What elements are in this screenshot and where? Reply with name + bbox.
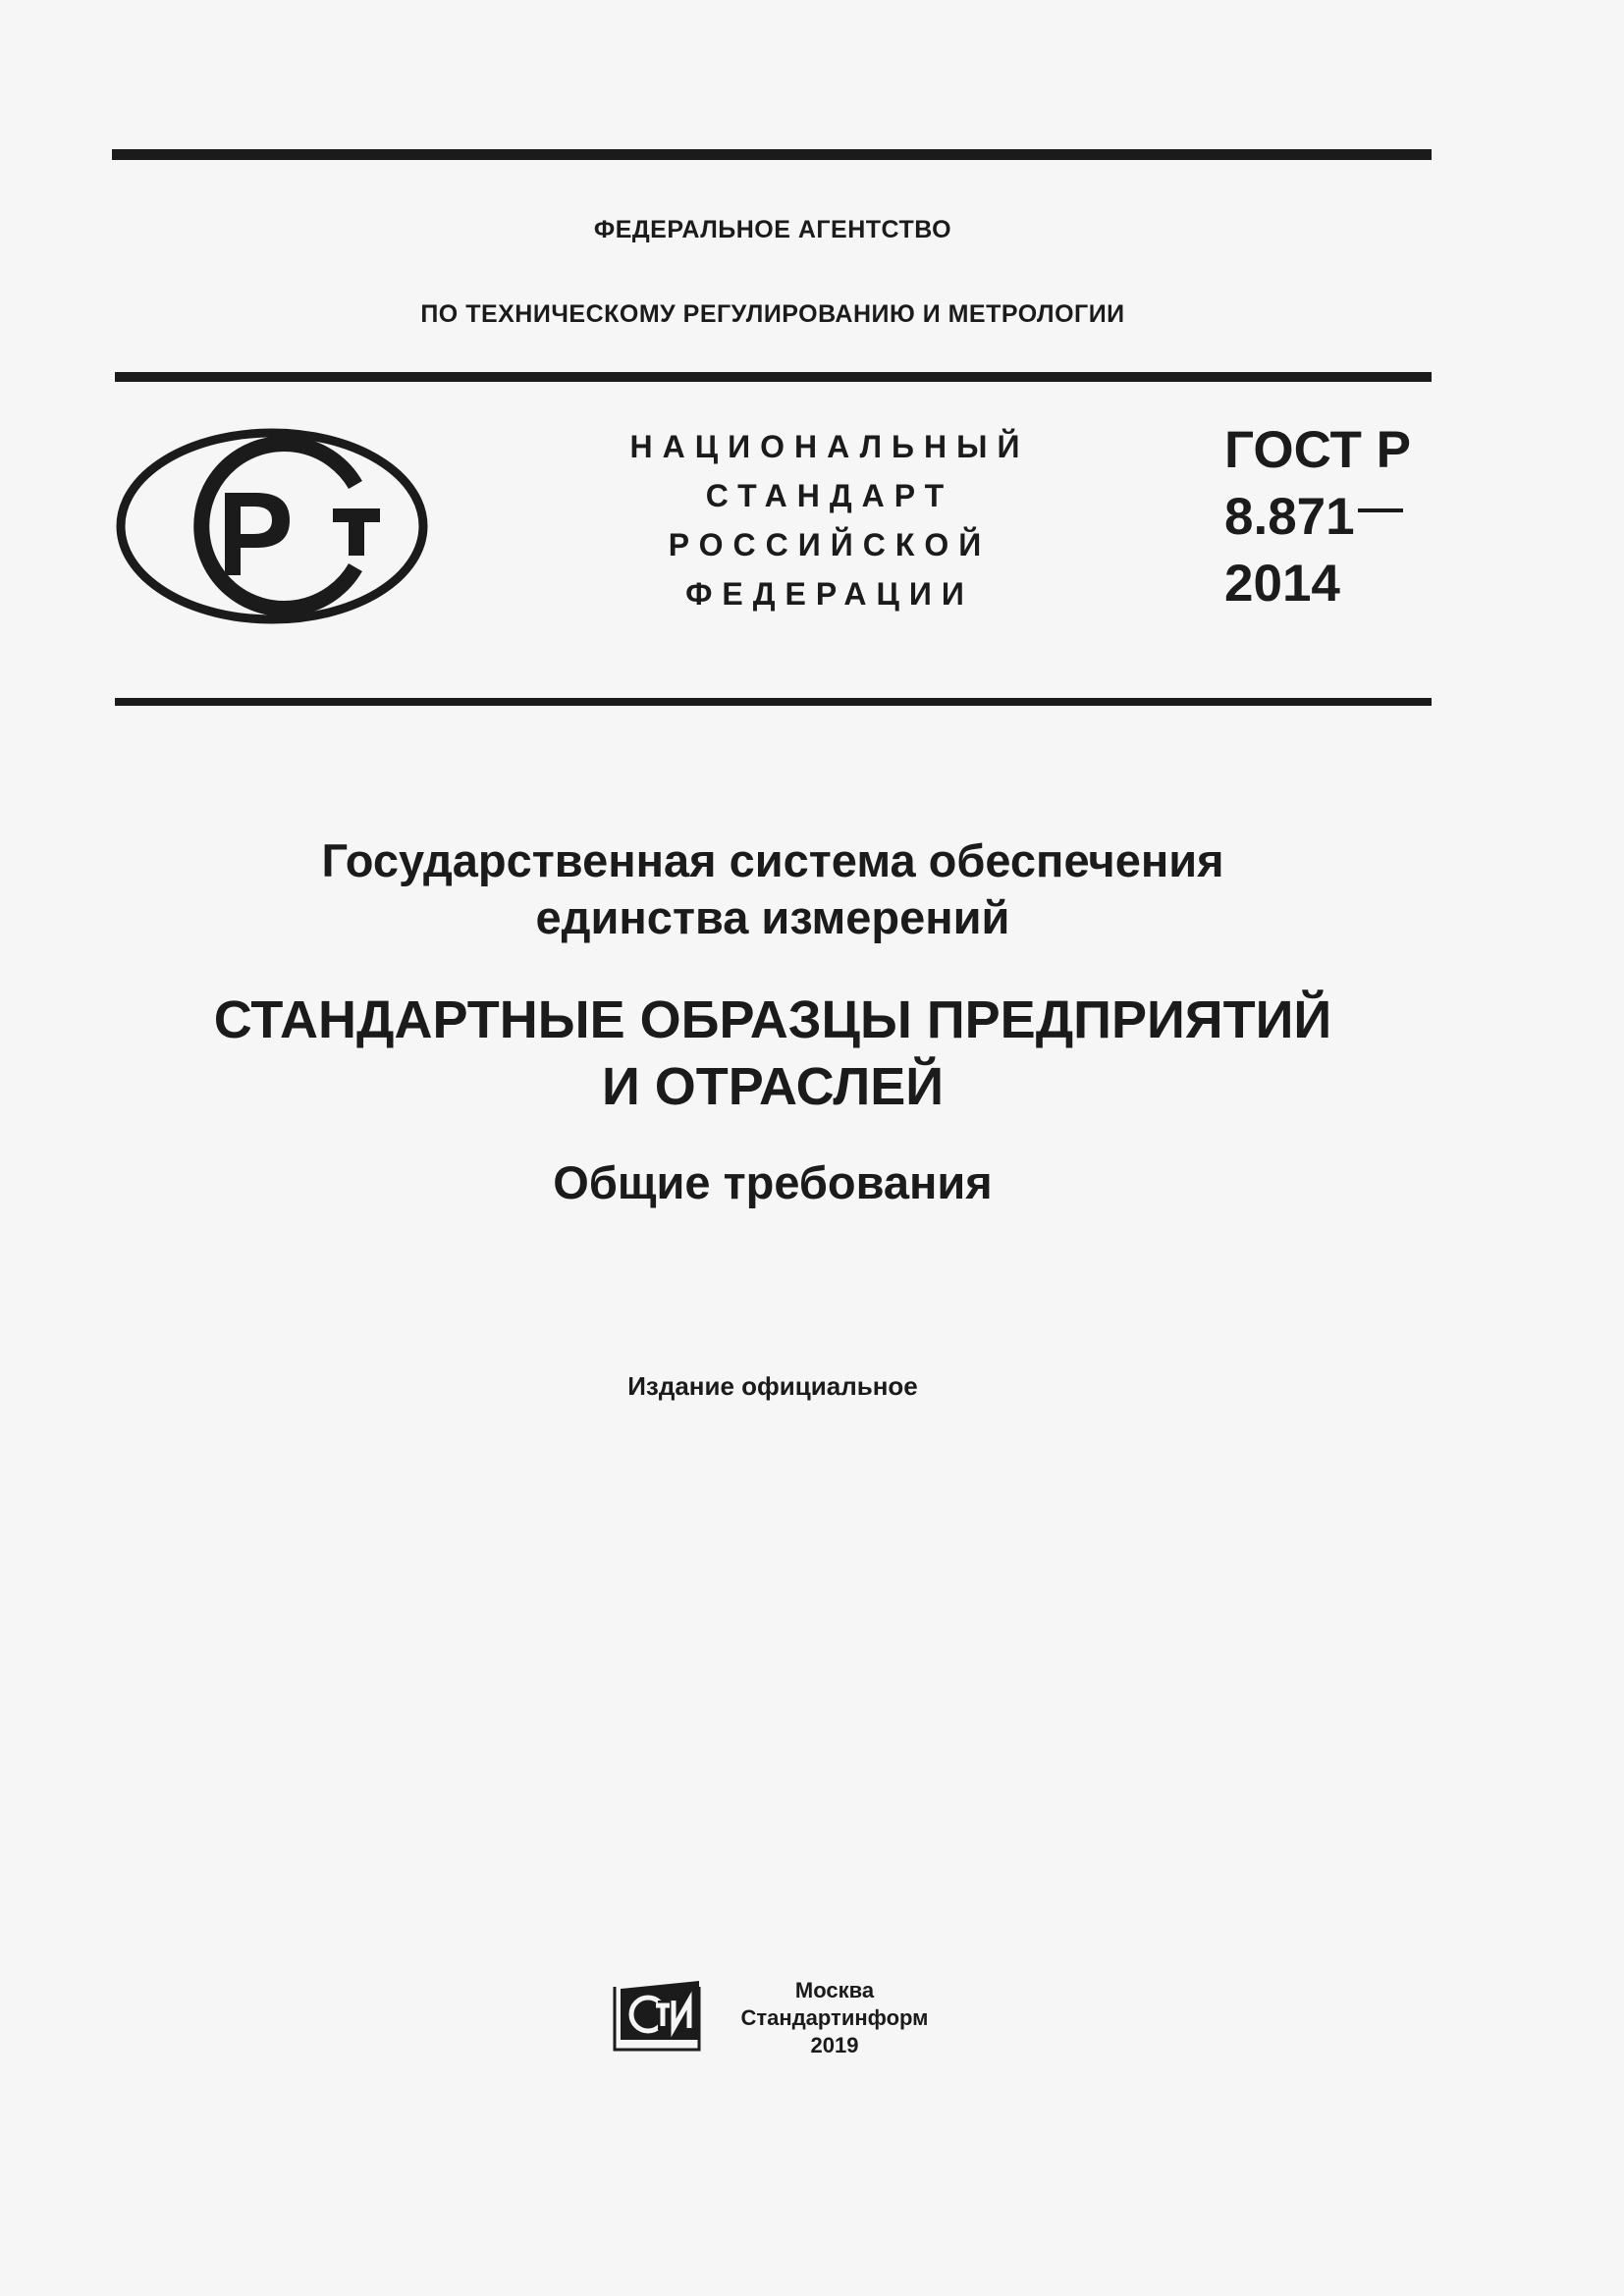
designation-number: 8.871	[1224, 488, 1355, 546]
national-standard-line: РОССИЙСКОЙ	[668, 527, 992, 562]
publisher-city: Москва	[794, 1978, 875, 2002]
standartinform-logo-icon	[611, 1979, 705, 2053]
national-standard-label	[589, 422, 1060, 618]
document-title-line-2: И ОТРАСЛЕЙ	[601, 1057, 945, 1116]
agency-name-line-2: ПО ТЕХНИЧЕСКОМУ РЕГУЛИРОВАНИЮ И МЕТРОЛОГИИ	[420, 300, 1125, 328]
edition-note: Издание официальное	[627, 1371, 918, 1401]
designation-dash	[1358, 508, 1403, 512]
rst-emblem-icon	[115, 428, 429, 624]
document-title-line-1: СТАНДАРТНЫЕ ОБРАЗЦЫ ПРЕДПРИЯТИЙ	[213, 990, 1332, 1049]
top-divider	[112, 149, 1432, 160]
series-title-line-1: Государственная система обеспечения	[321, 834, 1224, 886]
header-divider	[115, 372, 1432, 382]
series-title-line-2: единства измерений	[535, 891, 1010, 943]
series-title	[0, 832, 1545, 946]
agency-name-line-1: ФЕДЕРАЛЬНОЕ АГЕНТСТВО	[593, 216, 952, 243]
designation-number-row	[1224, 484, 1411, 551]
designation-prefix: ГОСТ Р	[1224, 421, 1411, 479]
standard-designation	[1224, 417, 1411, 617]
national-standard-line: СТАНДАРТ	[705, 478, 954, 513]
national-standard-line: НАЦИОНАЛЬНЫЙ	[629, 429, 1030, 464]
publication-year: 2019	[810, 2033, 859, 2057]
designation-divider	[115, 698, 1432, 706]
document-subtitle: Общие требования	[553, 1156, 993, 1208]
document-title	[0, 987, 1545, 1120]
publisher-name: Стандартинформ	[740, 2005, 929, 2030]
national-standard-line: ФЕДЕРАЦИИ	[685, 576, 974, 612]
publisher-info	[727, 1977, 943, 2059]
designation-year: 2014	[1224, 555, 1340, 613]
